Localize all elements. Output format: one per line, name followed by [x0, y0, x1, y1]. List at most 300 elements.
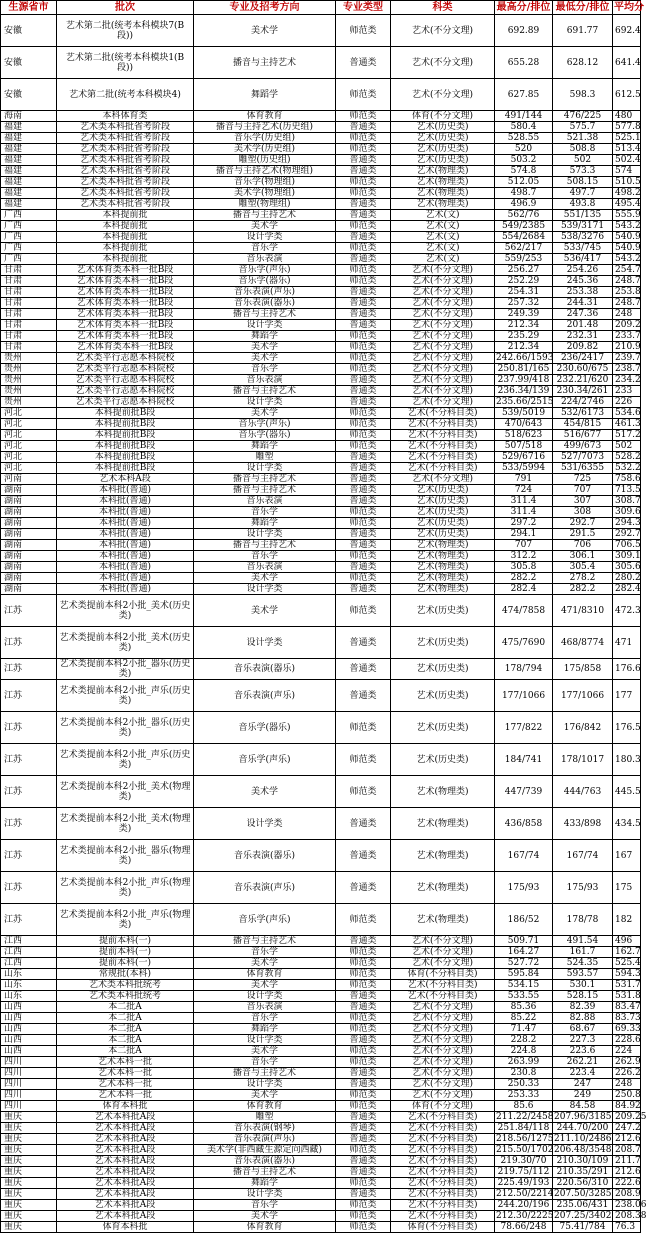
province-cell: 湖南	[1, 562, 57, 573]
min-score-cell: 305.4	[553, 562, 613, 573]
major-type-cell: 普通类	[336, 1167, 391, 1178]
major-type-cell: 普通类	[336, 872, 391, 904]
batch-cell: 艺术类本科批省考阶段	[57, 177, 194, 188]
subject-category-cell: 艺术(不分文理)	[391, 1024, 495, 1035]
average-score-cell: 180.3	[613, 744, 641, 776]
province-cell: 安徽	[1, 47, 57, 79]
batch-cell: 艺术体育类本科一批B段	[57, 276, 194, 287]
min-score-cell: 175/93	[553, 872, 613, 904]
table-row	[1, 680, 641, 712]
batch-cell: 艺术本科一批	[57, 1057, 194, 1068]
min-score-cell: 575.7	[553, 122, 613, 133]
min-score-cell: 84.58	[553, 1101, 613, 1112]
batch-cell: 本科提前批	[57, 254, 194, 265]
province-cell: 福建	[1, 122, 57, 133]
subject-category-cell: 艺术(不分科目类)	[391, 980, 495, 991]
min-score-cell: 528.15	[553, 991, 613, 1002]
subject-category-cell: 艺术(历史类)	[391, 659, 495, 680]
max-score-cell: 237.99/418	[495, 375, 553, 386]
major-cell: 体育教育	[194, 111, 336, 122]
province-cell: 福建	[1, 188, 57, 199]
batch-cell: 本科提前批B段	[57, 430, 194, 441]
province-cell: 湖南	[1, 507, 57, 518]
max-score-cell: 474/7858	[495, 595, 553, 627]
average-score-cell: 706.5	[613, 540, 641, 551]
max-score-cell: 559/253	[495, 254, 553, 265]
batch-cell: 艺术类本科批省考阶段	[57, 188, 194, 199]
province-cell: 四川	[1, 1079, 57, 1090]
batch-cell: 提前本科(一)	[57, 936, 194, 947]
max-score-cell: 253.33	[495, 1090, 553, 1101]
header-average-score: 平均分	[614, 1, 644, 13]
table-row	[1, 199, 641, 210]
min-score-cell: 502	[553, 155, 613, 166]
major-cell: 设计学类	[194, 397, 336, 408]
major-type-cell: 师范类	[336, 177, 391, 188]
min-score-cell: 598.3	[553, 79, 613, 111]
min-score-cell: 262.21	[553, 1057, 613, 1068]
table-row	[1, 1013, 641, 1024]
major-type-cell: 师范类	[336, 1101, 391, 1112]
min-score-cell: 244.31	[553, 298, 613, 309]
province-cell: 甘肃	[1, 309, 57, 320]
max-score-cell: 512.05	[495, 177, 553, 188]
average-score-cell: 496	[613, 936, 641, 947]
table-row	[1, 1134, 641, 1145]
province-cell: 山东	[1, 980, 57, 991]
batch-cell: 艺术体育类本科一批B段	[57, 342, 194, 353]
average-score-cell: 555.9	[613, 210, 641, 221]
major-cell: 音乐表演(器乐)	[194, 840, 336, 872]
average-score-cell: 471	[613, 627, 641, 659]
table-row	[1, 595, 641, 627]
subject-category-cell: 艺术(不分科目类)	[391, 430, 495, 441]
province-cell: 四川	[1, 1068, 57, 1079]
subject-category-cell: 艺术(历史类)	[391, 518, 495, 529]
table-row	[1, 331, 641, 342]
province-cell: 海南	[1, 111, 57, 122]
major-type-cell: 普通类	[336, 463, 391, 474]
table-row	[1, 463, 641, 474]
major-type-cell: 师范类	[336, 79, 391, 111]
major-type-cell: 普通类	[336, 155, 391, 166]
major-type-cell: 普通类	[336, 474, 391, 485]
table-row	[1, 562, 641, 573]
major-cell: 设计学类	[194, 232, 336, 243]
province-cell: 重庆	[1, 1189, 57, 1200]
average-score-cell: 222.6	[613, 1178, 641, 1189]
major-type-cell: 师范类	[336, 408, 391, 419]
province-cell: 湖南	[1, 540, 57, 551]
major-cell: 美术学	[194, 15, 336, 47]
batch-cell: 艺术本科批A段	[57, 1123, 194, 1134]
major-cell: 音乐学(器乐)	[194, 430, 336, 441]
major-type-cell: 师范类	[336, 507, 391, 518]
province-cell: 广西	[1, 243, 57, 254]
table-row	[1, 188, 641, 199]
subject-category-cell: 艺术(不分科目类)	[391, 1134, 495, 1145]
batch-cell: 艺术类平行志愿本科院校	[57, 375, 194, 386]
major-cell: 设计学类	[194, 627, 336, 659]
subject-category-cell: 艺术(物理类)	[391, 904, 495, 936]
major-cell: 体育教育	[194, 1101, 336, 1112]
major-cell: 音乐表演(声乐)	[194, 680, 336, 712]
batch-cell: 本科提前批	[57, 232, 194, 243]
major-type-cell: 师范类	[336, 364, 391, 375]
table-row	[1, 155, 641, 166]
max-score-cell: 212.34	[495, 320, 553, 331]
min-score-cell: 691.77	[553, 15, 613, 47]
subject-category-cell: 艺术(不分文理)	[391, 936, 495, 947]
province-cell: 安徽	[1, 15, 57, 47]
table-row	[1, 342, 641, 353]
major-cell: 美术学	[194, 573, 336, 584]
max-score-cell: 256.27	[495, 265, 553, 276]
major-cell: 雕塑(物理组)	[194, 199, 336, 210]
max-score-cell: 178/794	[495, 659, 553, 680]
max-score-cell: 527.72	[495, 958, 553, 969]
subject-category-cell: 艺术(不分文理)	[391, 1046, 495, 1057]
province-cell: 河南	[1, 474, 57, 485]
min-score-cell: 521.38	[553, 133, 613, 144]
major-cell: 音乐学	[194, 364, 336, 375]
batch-cell: 艺术类提前本科2小批_声乐(历史类)	[57, 680, 194, 712]
min-score-cell: 227.3	[553, 1035, 613, 1046]
major-cell: 音乐学(声乐)	[194, 904, 336, 936]
subject-category-cell: 艺术(不分文理)	[391, 947, 495, 958]
major-cell: 设计学类	[194, 463, 336, 474]
subject-category-cell: 艺术(不分文理)	[391, 331, 495, 342]
table-row	[1, 408, 641, 419]
province-cell: 山西	[1, 1035, 57, 1046]
subject-category-cell: 艺术(历史类)	[391, 744, 495, 776]
min-score-cell: 725	[553, 474, 613, 485]
table-row	[1, 15, 641, 47]
batch-cell: 本科批(普通)	[57, 562, 194, 573]
major-type-cell: 师范类	[336, 776, 391, 808]
subject-category-cell: 艺术(文)	[391, 232, 495, 243]
subject-category-cell: 艺术(不分文理)	[391, 265, 495, 276]
average-score-cell: 228.6	[613, 1035, 641, 1046]
max-score-cell: 257.32	[495, 298, 553, 309]
table-row	[1, 1112, 641, 1123]
header-min-score-rank: 最低分/排位	[553, 1, 613, 15]
min-score-cell: 244.70/200	[553, 1123, 613, 1134]
major-cell: 美术学	[194, 221, 336, 232]
major-type-cell: 师范类	[336, 243, 391, 254]
average-score-cell: 502.4	[613, 155, 641, 166]
batch-cell: 本科批(普通)	[57, 540, 194, 551]
max-score-cell: 692.89	[495, 15, 553, 47]
table-row	[1, 309, 641, 320]
batch-cell: 本二批A	[57, 1035, 194, 1046]
major-type-cell: 师范类	[336, 958, 391, 969]
major-type-cell: 师范类	[336, 1024, 391, 1035]
major-type-cell: 师范类	[336, 1013, 391, 1024]
max-score-cell: 177/1066	[495, 680, 553, 712]
table-row	[1, 276, 641, 287]
table-row	[1, 840, 641, 872]
average-score-cell: 162.7	[613, 947, 641, 958]
table-row	[1, 47, 641, 79]
major-type-cell: 师范类	[336, 573, 391, 584]
max-score-cell: 250.81/165	[495, 364, 553, 375]
min-score-cell: 516/677	[553, 430, 613, 441]
batch-cell: 本科体育类	[57, 111, 194, 122]
batch-cell: 艺术本科批A段	[57, 1112, 194, 1123]
batch-cell: 艺术体育类本科一批B段	[57, 265, 194, 276]
subject-category-cell: 艺术(不分文理)	[391, 474, 495, 485]
average-score-cell: 208.7	[613, 1145, 641, 1156]
max-score-cell: 177/822	[495, 712, 553, 744]
average-score-cell: 175	[613, 872, 641, 904]
max-score-cell: 212.30/2225	[496, 1211, 554, 1221]
max-score-cell: 224.8	[495, 1046, 553, 1057]
province-cell: 山西	[1, 1046, 57, 1057]
subject-category-cell: 艺术(不分科目类)	[391, 452, 495, 463]
table-row	[1, 386, 641, 397]
average-score-cell: 534.6	[613, 408, 641, 419]
major-cell: 音乐学	[194, 947, 336, 958]
table-row	[1, 1211, 641, 1222]
major-cell: 播音与主持艺术	[194, 47, 336, 79]
batch-cell: 本科批(普通)	[57, 573, 194, 584]
major-cell: 雕塑	[194, 452, 336, 463]
subject-category-cell: 艺术(不分文理)	[391, 1068, 495, 1079]
min-score-cell: 206.48/3548	[554, 1145, 612, 1155]
min-score-cell: 230.34/261	[553, 386, 613, 397]
min-score-cell: 207.25/3402	[554, 1211, 612, 1221]
major-cell: 音乐学	[194, 1057, 336, 1068]
province-cell: 福建	[1, 199, 57, 210]
province-cell: 重庆	[1, 1211, 57, 1222]
table-row	[1, 232, 641, 243]
province-cell: 甘肃	[1, 342, 57, 353]
subject-category-cell: 艺术(不分文理)	[391, 309, 495, 320]
subject-category-cell: 艺术(不分科目类)	[391, 1200, 495, 1211]
subject-category-cell: 艺术(不分科目类)	[391, 408, 495, 419]
batch-cell: 艺术类提前本科2小批_声乐(物理类)	[57, 904, 194, 936]
subject-category-cell: 艺术(不分文理)	[391, 287, 495, 298]
province-cell: 重庆	[1, 1222, 57, 1233]
average-score-cell: 248	[613, 309, 641, 320]
min-score-cell: 224/2746	[553, 397, 613, 408]
batch-cell: 艺术类平行志愿本科院校	[57, 397, 194, 408]
major-type-cell: 普通类	[336, 254, 391, 265]
batch-cell: 艺术类本科批省考阶段	[57, 199, 194, 210]
average-score-cell: 540.9	[613, 243, 641, 254]
max-score-cell: 580.4	[495, 122, 553, 133]
average-score-cell: 238.06	[613, 1200, 641, 1211]
table-row	[1, 419, 641, 430]
batch-cell: 提前本科(一)	[57, 947, 194, 958]
major-cell: 设计学类	[194, 529, 336, 540]
average-score-cell: 472.3	[613, 595, 641, 627]
max-score-cell: 312.2	[495, 551, 553, 562]
major-cell: 舞蹈学	[194, 518, 336, 529]
major-type-cell: 师范类	[336, 331, 391, 342]
batch-cell: 本科提前批B段	[57, 441, 194, 452]
min-score-cell: 471/8310	[553, 595, 613, 627]
province-cell: 江苏	[1, 595, 57, 627]
province-cell: 湖南	[1, 485, 57, 496]
min-score-cell: 201.48	[553, 320, 613, 331]
table-row	[1, 111, 641, 122]
major-cell: 美术学(历史组)	[194, 144, 336, 155]
min-score-cell: 235.06/431	[553, 1200, 613, 1211]
max-score-cell: 595.84	[495, 969, 553, 980]
table-row	[1, 1046, 641, 1057]
major-cell: 播音与主持艺术	[194, 485, 336, 496]
batch-cell: 艺术体育类本科一批B段	[57, 320, 194, 331]
min-score-cell: 249	[553, 1090, 613, 1101]
major-type-cell: 普通类	[336, 1189, 391, 1200]
subject-category-cell: 艺术(不分文理)	[391, 1079, 495, 1090]
province-cell: 河北	[1, 419, 57, 430]
province-cell: 河北	[1, 452, 57, 463]
subject-category-cell: 体育(不分科目类)	[391, 1222, 495, 1233]
major-type-cell: 普通类	[336, 991, 391, 1002]
table-row	[1, 452, 641, 463]
max-score-cell: 175/93	[495, 872, 553, 904]
batch-cell: 艺术本科一批	[57, 1079, 194, 1090]
major-type-cell: 普通类	[336, 122, 391, 133]
max-score-cell: 219.75/112	[495, 1167, 553, 1178]
major-type-cell: 师范类	[336, 904, 391, 936]
min-score-cell: 247	[553, 1079, 613, 1090]
min-score-cell: 497.7	[553, 188, 613, 199]
batch-cell: 艺术类提前本科2小批_器乐(历史类)	[57, 712, 194, 744]
batch-cell: 艺术类本科批省考阶段	[57, 133, 194, 144]
average-score-cell: 525.4	[613, 958, 641, 969]
province-cell: 重庆	[1, 1112, 57, 1123]
major-type-cell: 师范类	[336, 188, 391, 199]
major-type-cell: 普通类	[336, 309, 391, 320]
batch-cell: 本科提前批	[57, 210, 194, 221]
min-score-cell: 210.30/109	[553, 1156, 613, 1167]
major-type-cell: 普通类	[336, 1112, 391, 1123]
max-score-cell: 215.50/1702	[496, 1145, 554, 1155]
batch-cell: 本科批(普通)	[57, 485, 194, 496]
table-row	[1, 1178, 641, 1189]
major-type-cell: 师范类	[336, 265, 391, 276]
max-score-cell: 436/858	[495, 808, 553, 840]
major-cell: 音乐表演(声乐)	[194, 872, 336, 904]
average-score-cell: 445.5	[613, 776, 641, 808]
major-cell: 音乐表演	[194, 562, 336, 573]
average-score-cell: 292.7	[613, 529, 641, 540]
province-cell: 福建	[1, 177, 57, 188]
subject-category-cell: 艺术(不分文理)	[391, 320, 495, 331]
table-row	[1, 627, 641, 659]
max-score-cell: 655.28	[495, 47, 553, 79]
province-cell: 山西	[1, 1024, 57, 1035]
max-score-cell: 470/643	[495, 419, 553, 430]
table-row	[1, 287, 641, 298]
average-score-cell: 177	[613, 680, 641, 712]
major-cell: 音乐学	[194, 1013, 336, 1024]
average-score-cell: 574	[613, 166, 641, 177]
min-score-cell: 223.4	[553, 1068, 613, 1079]
table-body	[1, 15, 647, 1233]
min-score-cell: 211.10/2486	[554, 1134, 612, 1144]
max-score-cell: 282.4	[495, 584, 553, 595]
batch-cell: 艺术类本科批省考阶段	[57, 122, 194, 133]
table-row	[1, 991, 641, 1002]
min-score-cell: 531/6355	[553, 463, 613, 474]
province-cell: 湖南	[1, 496, 57, 507]
subject-category-cell: 艺术(历史类)	[391, 144, 495, 155]
average-score-cell: 517.2	[613, 430, 641, 441]
max-score-cell: 252.29	[495, 276, 553, 287]
batch-cell: 本科提前批B段	[57, 408, 194, 419]
average-score-cell: 531.8	[613, 991, 641, 1002]
average-score-cell: 233.7	[613, 331, 641, 342]
batch-cell: 艺术本科一批	[57, 1068, 194, 1079]
major-cell: 美术学	[194, 595, 336, 627]
major-type-cell: 师范类	[336, 980, 391, 991]
subject-category-cell: 艺术(历史类)	[391, 155, 495, 166]
average-score-cell: 594.3	[613, 969, 641, 980]
major-cell: 美术学	[194, 1046, 336, 1057]
max-score-cell: 574.8	[495, 166, 553, 177]
province-cell: 重庆	[1, 1200, 57, 1211]
min-score-cell: 247.36	[553, 309, 613, 320]
batch-cell: 提前本科(一)	[57, 958, 194, 969]
min-score-cell: 75.41/784	[553, 1222, 613, 1233]
major-cell: 播音与主持艺术	[194, 1167, 336, 1178]
province-cell: 贵州	[1, 375, 57, 386]
header-major: 专业及招考方向	[194, 1, 336, 15]
table-row	[1, 584, 641, 595]
max-score-cell: 311.4	[495, 496, 553, 507]
header-major-type: 专业类型	[336, 1, 391, 15]
subject-category-cell: 艺术(物理类)	[391, 166, 495, 177]
max-score-cell: 297.2	[495, 518, 553, 529]
table-row	[1, 540, 641, 551]
table-row	[1, 210, 641, 221]
province-cell: 江苏	[1, 659, 57, 680]
major-type-cell: 普通类	[336, 386, 391, 397]
province-cell: 甘肃	[1, 298, 57, 309]
min-score-cell: 209.82	[553, 342, 613, 353]
max-score-cell: 235.29	[495, 331, 553, 342]
major-cell: 舞蹈学	[194, 331, 336, 342]
average-score-cell: 713.5	[613, 485, 641, 496]
major-type-cell: 普通类	[336, 47, 391, 79]
average-score-cell: 226	[613, 397, 641, 408]
province-cell: 江苏	[1, 904, 57, 936]
major-type-cell: 师范类	[336, 144, 391, 155]
batch-cell: 艺术本科批A段	[57, 1200, 194, 1211]
max-score-cell: 496.9	[495, 199, 553, 210]
subject-category-cell: 体育(不分文理)	[391, 111, 495, 122]
subject-category-cell: 艺术(物理类)	[391, 177, 495, 188]
min-score-cell: 167/74	[553, 840, 613, 872]
max-score-cell: 554/2684	[495, 232, 553, 243]
subject-category-cell: 艺术(不分文理)	[391, 958, 495, 969]
province-cell: 福建	[1, 133, 57, 144]
major-cell: 雕塑	[194, 1112, 336, 1123]
subject-category-cell: 艺术(不分文理)	[391, 386, 495, 397]
major-cell: 美术学(物理组)	[194, 188, 336, 199]
average-score-cell: 543.2	[613, 254, 641, 265]
major-cell: 美术学	[194, 1090, 336, 1101]
province-cell: 广西	[1, 210, 57, 221]
major-type-cell: 普通类	[336, 320, 391, 331]
major-cell: 播音与主持艺术	[194, 210, 336, 221]
min-score-cell: 278.2	[553, 573, 613, 584]
